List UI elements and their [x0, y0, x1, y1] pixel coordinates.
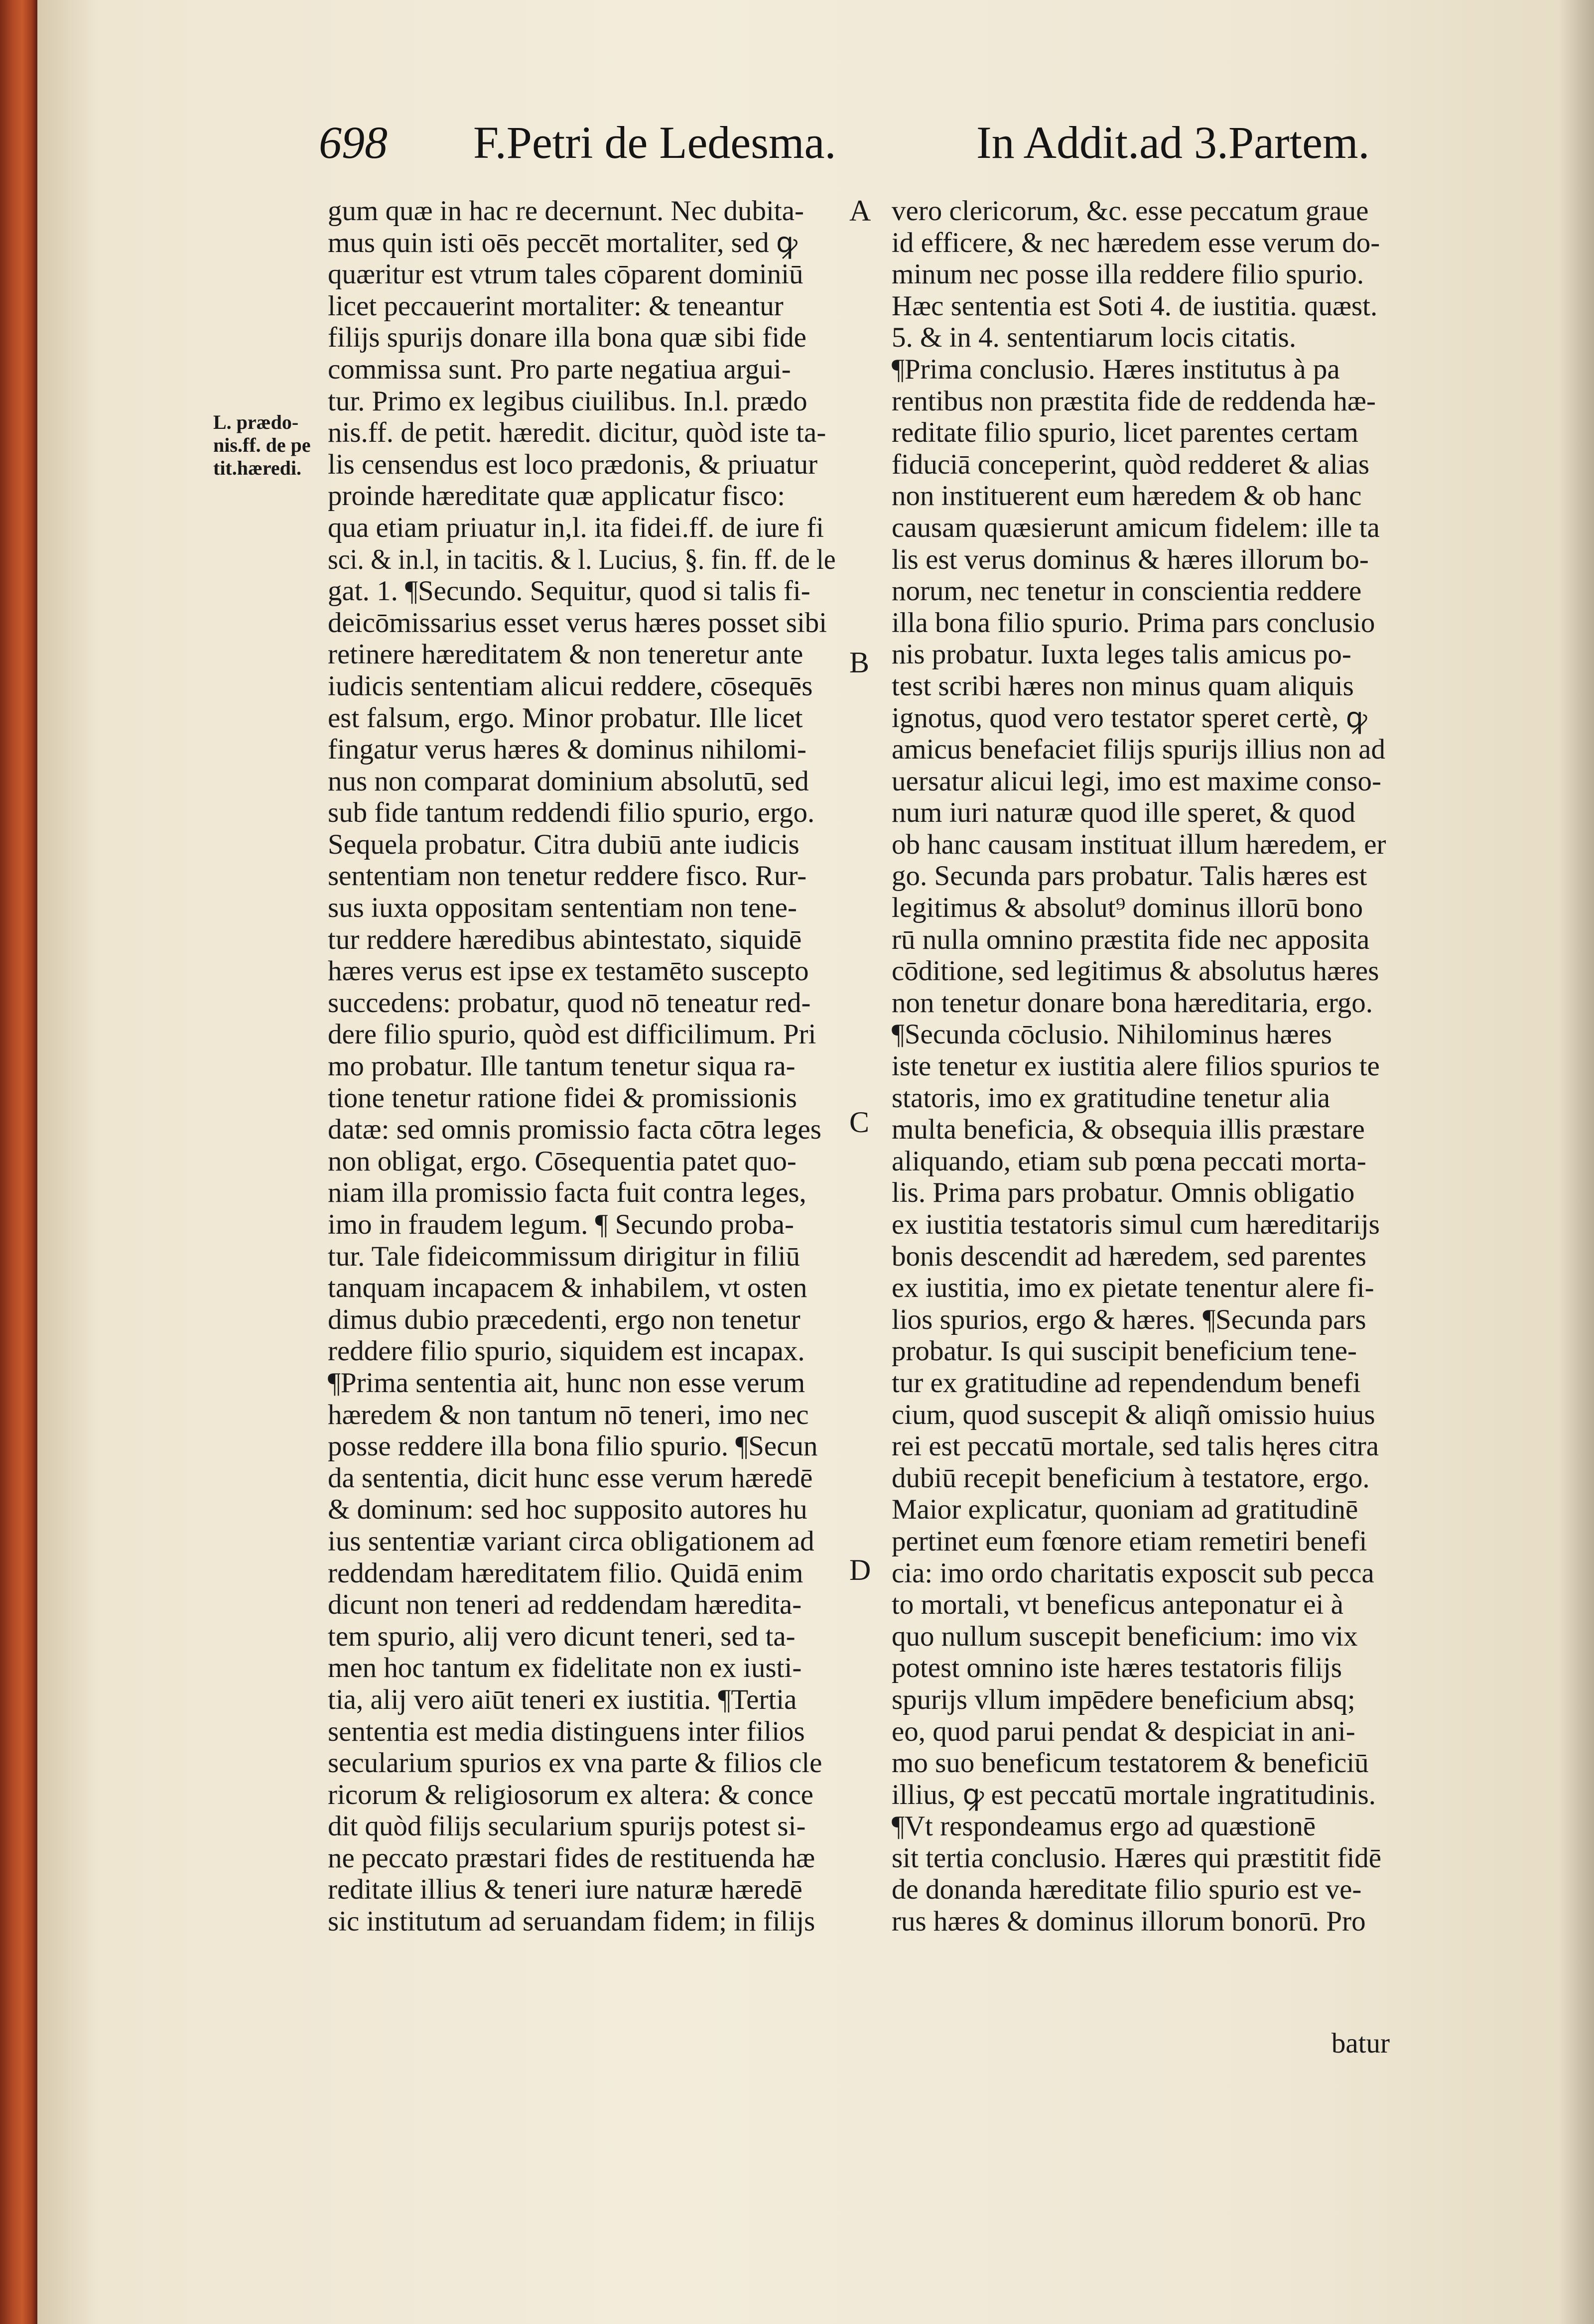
text-line: rei est peccatū mortale, sed talis hęres citra: [892, 1430, 1379, 1462]
text-line: de donanda hæreditate filio spurio est ve-: [892, 1874, 1362, 1906]
text-line: men hoc tantum ex fidelitate non ex iusti-: [328, 1652, 802, 1684]
text-line: aliquando, etiam sub pœna peccati morta-: [892, 1145, 1366, 1177]
margin-letter-b: B: [849, 646, 870, 679]
text-line: iste tenetur ex iustitia alere filios spurios te: [892, 1050, 1380, 1082]
margin-note-line: nis.ff. de pe: [213, 434, 311, 456]
text-line: tur reddere hæredibus abintestato, siquidē: [328, 923, 802, 955]
text-line: spurijs vllum impēdere beneficium absq;: [892, 1683, 1355, 1715]
text-line: commissa sunt. Pro parte negatiua argui-: [328, 353, 791, 385]
text-line: dubiū recepit beneficium à testatore, ergo.: [892, 1462, 1370, 1494]
text-line: num iuri naturæ quod ille speret, & quod: [892, 797, 1355, 829]
text-line: ob hanc causam instituat illum hæredem, er: [892, 828, 1386, 860]
text-line: nus non comparat dominium absolutū, sed: [328, 765, 809, 797]
text-line: Hæc sententia est Soti 4. de iustitia. quæst.: [892, 290, 1378, 322]
text-line: dere filio spurio, quòd est difficilimum. Pri: [328, 1019, 816, 1050]
text-line: non tenetur donare bona hæreditaria, ergo.: [892, 987, 1373, 1019]
red-page-edge: [0, 0, 37, 2324]
text-line: sententiam non tenetur reddere fisco. Rur-: [328, 860, 807, 892]
text-line: potest omnino iste hæres testatoris filijs: [892, 1652, 1342, 1684]
running-head-section: In Addit.ad 3.Partem.: [976, 117, 1370, 168]
text-line: tanquam incapacem & inhabilem, vt osten: [328, 1272, 807, 1304]
text-line: tem spurio, alij vero dicunt teneri, sed ta-: [328, 1620, 796, 1652]
text-column-left: [328, 195, 836, 1937]
text-line: go. Secunda pars probatur. Talis hæres est: [892, 860, 1367, 892]
text-column-right: [892, 195, 1405, 1937]
text-line: probatur. Is qui suscipit beneficium tene-: [892, 1335, 1357, 1367]
text-line: ex iustitia testatoris simul cum hæreditarijs: [892, 1209, 1380, 1240]
text-line: succedens: probatur, quod nō teneatur red-: [328, 987, 811, 1019]
text-line: ne peccato præstari fides de restituenda hæ: [328, 1842, 815, 1874]
margin-note-line: tit.hæredi.: [213, 457, 302, 479]
text-line: dit quòd filijs secularium spurijs potest si-: [328, 1810, 806, 1842]
margin-letter-d: D: [849, 1553, 871, 1586]
text-line: hæredem & non tantum nō teneri, imo nec: [328, 1399, 809, 1430]
text-line: uersatur alicui legi, imo est maxime conso-: [892, 765, 1381, 797]
margin-letter-c: C: [849, 1106, 870, 1139]
text-line: bonis descendit ad hæredem, sed parentes: [892, 1240, 1366, 1272]
text-line: posse reddere illa bona filio spurio. ¶Secun: [328, 1430, 818, 1462]
text-line: est falsum, ergo. Minor probatur. Ille licet: [328, 702, 803, 734]
text-line: & dominum: sed hoc supposito autores hu: [328, 1494, 807, 1526]
text-line: ¶Vt respondeamus ergo ad quæstionē: [892, 1810, 1316, 1842]
text-line: deicōmissarius esset verus hæres posset sibi: [328, 607, 827, 639]
text-line: lis censendus est loco prædonis, & priuatur: [328, 448, 818, 480]
text-line: rū nulla omnino præstita fide nec apposita: [892, 923, 1370, 955]
text-line: sus iuxta oppositam sententiam non tene-: [328, 892, 797, 924]
text-line: sit tertia conclusio. Hæres qui præstitit fidē: [892, 1842, 1382, 1874]
text-line: statoris, imo ex gratitudine tenetur alia: [892, 1082, 1330, 1114]
text-line: multa beneficia, & obsequia illis præstare: [892, 1114, 1365, 1146]
text-line: sub fide tantum reddendi filio spurio, ergo.: [328, 797, 815, 829]
text-line: non instituerent eum hæredem & ob hanc: [892, 480, 1362, 512]
page-number: 698: [319, 117, 388, 168]
text-line: retinere hæreditatem & non teneretur ante: [328, 639, 803, 670]
text-line: sci. & in.l, in tacitis. & l. Lucius, §. fin. ff. de le: [328, 543, 836, 575]
text-line: fingatur verus hæres & dominus nihilomi-: [328, 734, 806, 766]
margin-letter-a: A: [849, 194, 871, 227]
text-line: ius sententiæ variant circa obligationem ad: [328, 1525, 814, 1557]
text-line: ricorum & religiosorum ex altera: & conce: [328, 1779, 813, 1810]
text-line: quæritur est vtrum tales cōparent dominiū: [328, 258, 803, 290]
text-line: ignotus, quod vero testator speret certè, ꝙ: [892, 702, 1367, 734]
text-line: pertinet eum fœnore etiam remetiri benefi: [892, 1525, 1367, 1557]
text-line: test scribi hæres non minus quam aliquis: [892, 670, 1354, 702]
text-line: proinde hæreditate quæ applicatur fisco:: [328, 480, 786, 512]
text-line: sententia est media distinguens inter filios: [328, 1715, 805, 1747]
text-line: tur. Tale fideicommissum dirigitur in filiū: [328, 1240, 800, 1272]
text-line: ¶Prima conclusio. Hæres institutus à pa: [892, 353, 1340, 385]
text-line: qua etiam priuatur in,l. ita fidei.ff. de iure fi: [328, 512, 824, 543]
text-line: sic institutum ad seruandam fidem; in filijs: [328, 1906, 815, 1937]
text-line: tur ex gratitudine ad rependendum benefi: [892, 1367, 1361, 1399]
text-line: 5. & in 4. sententiarum locis citatis.: [892, 322, 1297, 354]
text-line: cium, quod suscepit & aliqñ omissio huius: [892, 1399, 1375, 1430]
text-line: non obligat, ergo. Cōsequentia patet quo-: [328, 1145, 797, 1177]
text-line: cōditione, sed legitimus & absolutus hæres: [892, 955, 1379, 987]
text-line: reddere filio spurio, siquidem est incapax.: [328, 1335, 805, 1367]
margin-note: [213, 411, 311, 480]
text-line: quo nullum suscepit beneficium: imo vix: [892, 1620, 1358, 1652]
text-line: reditate filio spurio, licet parentes certam: [892, 417, 1358, 449]
text-line: licet peccauerint mortaliter: & teneantur: [328, 290, 784, 322]
text-line: nis.ff. de petit. hæredit. dicitur, quòd iste ta-: [328, 417, 826, 449]
text-line: nis probatur. Iuxta leges talis amicus po-: [892, 639, 1351, 670]
text-line: dimus dubio præcedenti, ergo non tenetur: [328, 1303, 800, 1335]
text-line: norum, nec tenetur in conscientia reddere: [892, 575, 1362, 607]
gutter-shadow: [1559, 0, 1594, 2324]
text-line: niam illa promissio facta fuit contra leges,: [328, 1177, 806, 1209]
text-line: to mortali, vt beneficus anteponatur ei à: [892, 1589, 1343, 1621]
text-line: imo in fraudem legum. ¶ Secundo proba-: [328, 1209, 795, 1240]
text-line: lis est verus dominus & hæres illorum bo-: [892, 543, 1369, 575]
text-line: mo probatur. Ille tantum tenetur siqua ra-: [328, 1050, 796, 1082]
text-line: amicus benefaciet filijs spurijs illius non ad: [892, 734, 1385, 766]
text-line: tur. Primo ex legibus ciuilibus. In.l. prædo: [328, 385, 807, 417]
text-line: secularium spurios ex vna parte & filios cle: [328, 1747, 822, 1779]
text-line: id efficere, & nec hæredem esse verum do-: [892, 227, 1380, 258]
text-line: tione tenetur ratione fidei & promissionis: [328, 1082, 797, 1114]
text-line: lios spurios, ergo & hæres. ¶Secunda pars: [892, 1303, 1366, 1335]
text-line: reddendam hæreditatem filio. Quidā enim: [328, 1557, 803, 1589]
text-line: eo, quod parui pendat & despiciat in ani-: [892, 1715, 1355, 1747]
text-line: mus quin isti oēs peccēt mortaliter, sed ꝙ: [328, 227, 797, 258]
text-line: Sequela probatur. Citra dubiū ante iudicis: [328, 828, 799, 860]
text-line: legitimus & absolut⁹ dominus illorū bono: [892, 892, 1363, 924]
text-line: illa bona filio spurio. Prima pars conclusio: [892, 607, 1375, 639]
text-line: gum quæ in hac re decernunt. Nec dubita-: [328, 195, 804, 227]
text-line: dicunt non teneri ad reddendam hæredita-: [328, 1589, 802, 1621]
text-line: iudicis sententiam alicui reddere, cōsequēs: [328, 670, 813, 702]
text-line: tia, alij vero aiūt teneri ex iustitia. ¶Tertia: [328, 1683, 797, 1715]
text-line: mo suo beneficum testatorem & beneficiū: [892, 1747, 1369, 1779]
text-line: fiduciā conceperint, quòd redderet & alias: [892, 448, 1370, 480]
text-line: ex iustitia, imo ex pietate tenentur alere fi-: [892, 1272, 1374, 1304]
text-line: vero clericorum, &c. esse peccatum graue: [892, 195, 1369, 227]
text-line: rus hæres & dominus illorum bonorū. Pro: [892, 1906, 1366, 1937]
text-line: lis. Prima pars probatur. Omnis obligatio: [892, 1177, 1355, 1209]
text-line: gat. 1. ¶Secundo. Sequitur, quod si talis fi-: [328, 575, 810, 607]
text-line: illius, ꝙ est peccatū mortale ingratitudinis.: [892, 1779, 1376, 1810]
text-line: rentibus non præstita fide de reddenda hæ-: [892, 385, 1376, 417]
text-line: da sententia, dicit hunc esse verum hæredē: [328, 1462, 813, 1494]
text-line: hæres verus est ipse ex testamēto suscepto: [328, 955, 809, 987]
text-line: datæ: sed omnis promissio facta cōtra leges: [328, 1114, 821, 1146]
text-line: minum nec posse illa reddere filio spurio.: [892, 258, 1364, 290]
margin-note-line: L. prædo-: [213, 411, 299, 433]
running-head-author: F.Petri de Ledesma.: [473, 117, 836, 168]
text-line: ¶Secunda cōclusio. Nihilominus hæres: [892, 1019, 1332, 1050]
text-line: ¶Prima sententia ait, hunc non esse verum: [328, 1367, 805, 1399]
text-line: cia: imo ordo charitatis exposcit sub pecca: [892, 1557, 1374, 1589]
catchword: batur: [1331, 2028, 1390, 2059]
text-line: reditate illius & teneri iure naturæ hæredē: [328, 1874, 802, 1906]
text-line: causam quæsierunt amicum fidelem: ille ta: [892, 512, 1380, 543]
text-line: filijs spurijs donare illa bona quæ sibi fide: [328, 322, 806, 354]
text-line: Maior explicatur, quoniam ad gratitudinē: [892, 1494, 1358, 1526]
